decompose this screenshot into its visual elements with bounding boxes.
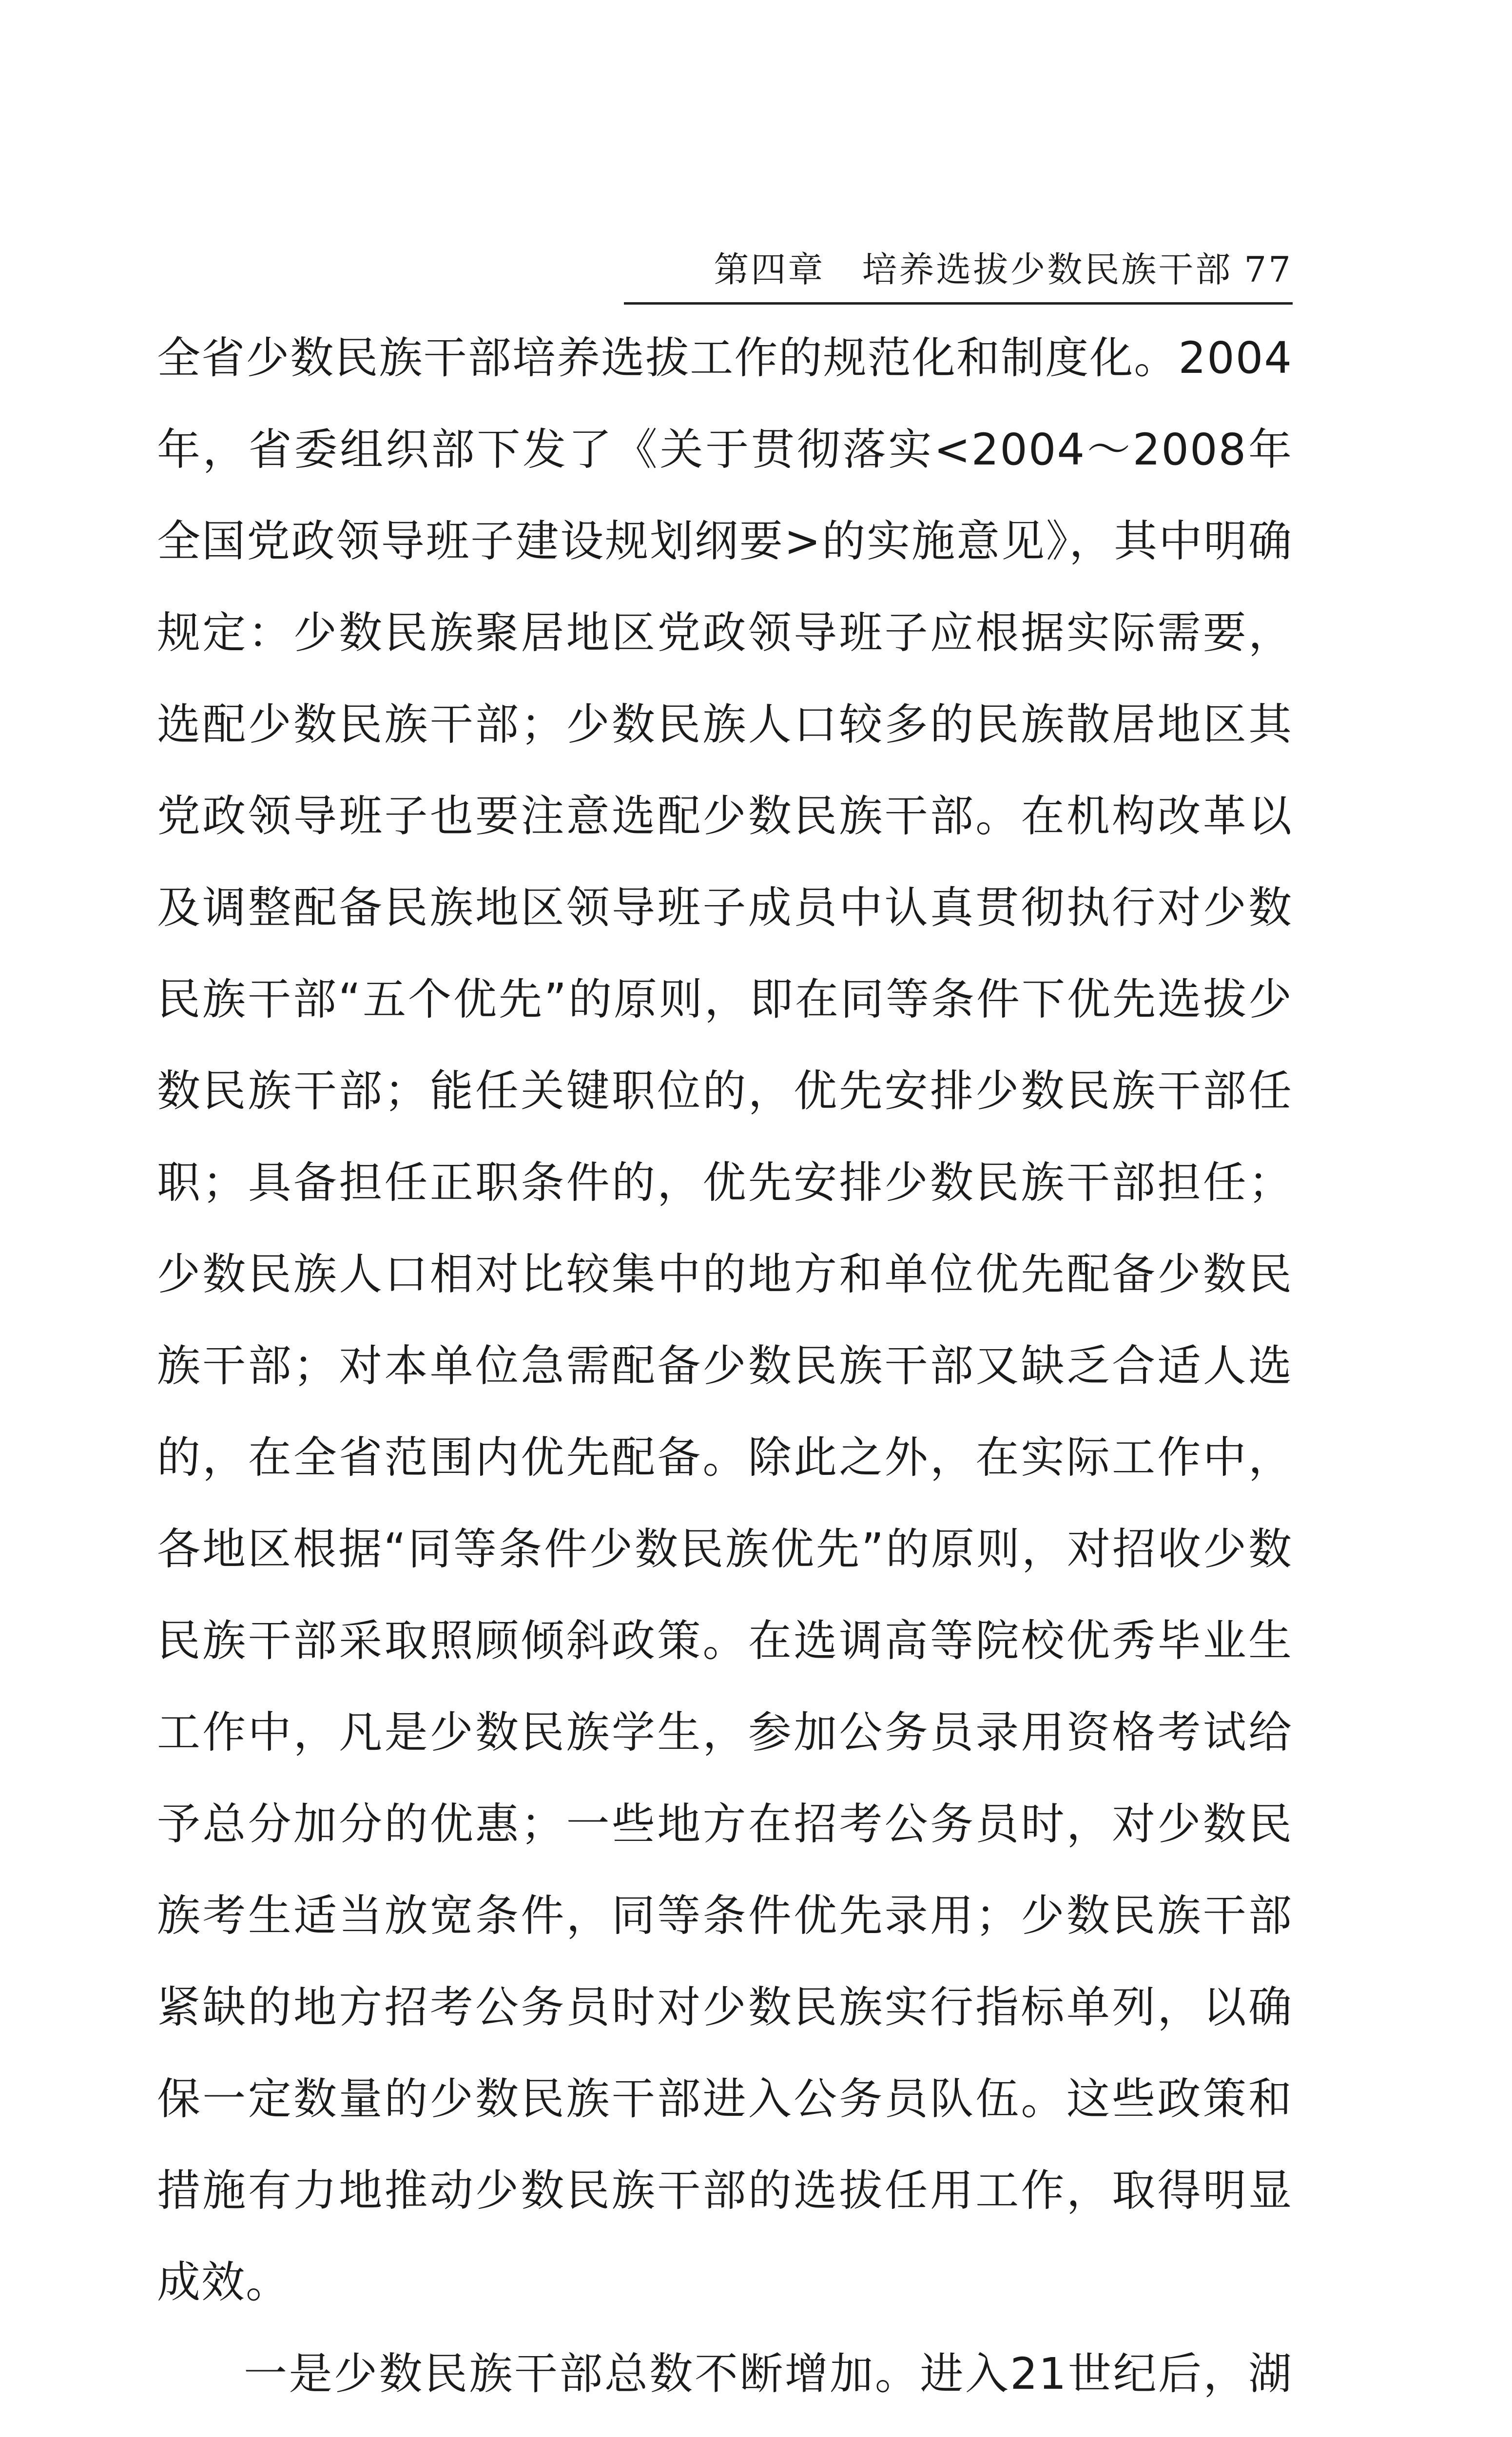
page-number: 77 (1244, 249, 1293, 290)
paragraph-1: 全省少数民族干部培养选拔工作的规范化和制度化。2004年，省委组织部下发了《关于贯彻落实<2004～2008年全国党政领导班子建设规划纲要>的实施意见》，其中明确规定：少数民族聚居地区党政领导班子应根据实际需要，选配少数民族干部；少数民族人口较多的民族散居地区其党政领导班子也要注意选配少数民族干部。在机构改革以及调整配备民族地区领导班子成员中认真贯彻执行对少数民族干部“五个优先”的原则，即在同等条件下优先选拔少数民族干部；能任关键职位的，优先安排少数民族干部任职；具备担任正职条件的，优先安排少数民族干部担任；少数民族人口相对比较集中的地方和单位优先配备少数民族干部；对本单位急需配备少数民族干部又缺乏合适人选的，在全省范围内优先配备。除此之外，在实际工作中，各地区根据“同等条件少数民族优先”的原则，对招收少数民族干部采取照顾倾斜政策。在选调高等院校优秀毕业生工作中，凡是少数民族学生，参加公务员录用资格考试给予总分加分的优惠；一些地方在招考公务员时，对少数民族考生适当放宽条件，同等条件优先录用；少数民族干部紧缺的地方招考公务员时对少数民族实行指标单列，以确保一定数量的少数民族干部进入公务员队伍。这些政策和措施有力地推动少数民族干部的选拔任用工作，取得明显成效。 (157, 332, 1293, 2307)
body-text (157, 312, 1293, 2437)
chapter-title: 第四章 培养选拔少数民族干部 (714, 249, 1233, 290)
running-header (692, 246, 1293, 293)
paragraph-2: 一是少数民族干部总数不断增加。进入21世纪后，湖 (244, 2348, 1293, 2399)
header-rule (624, 302, 1293, 305)
